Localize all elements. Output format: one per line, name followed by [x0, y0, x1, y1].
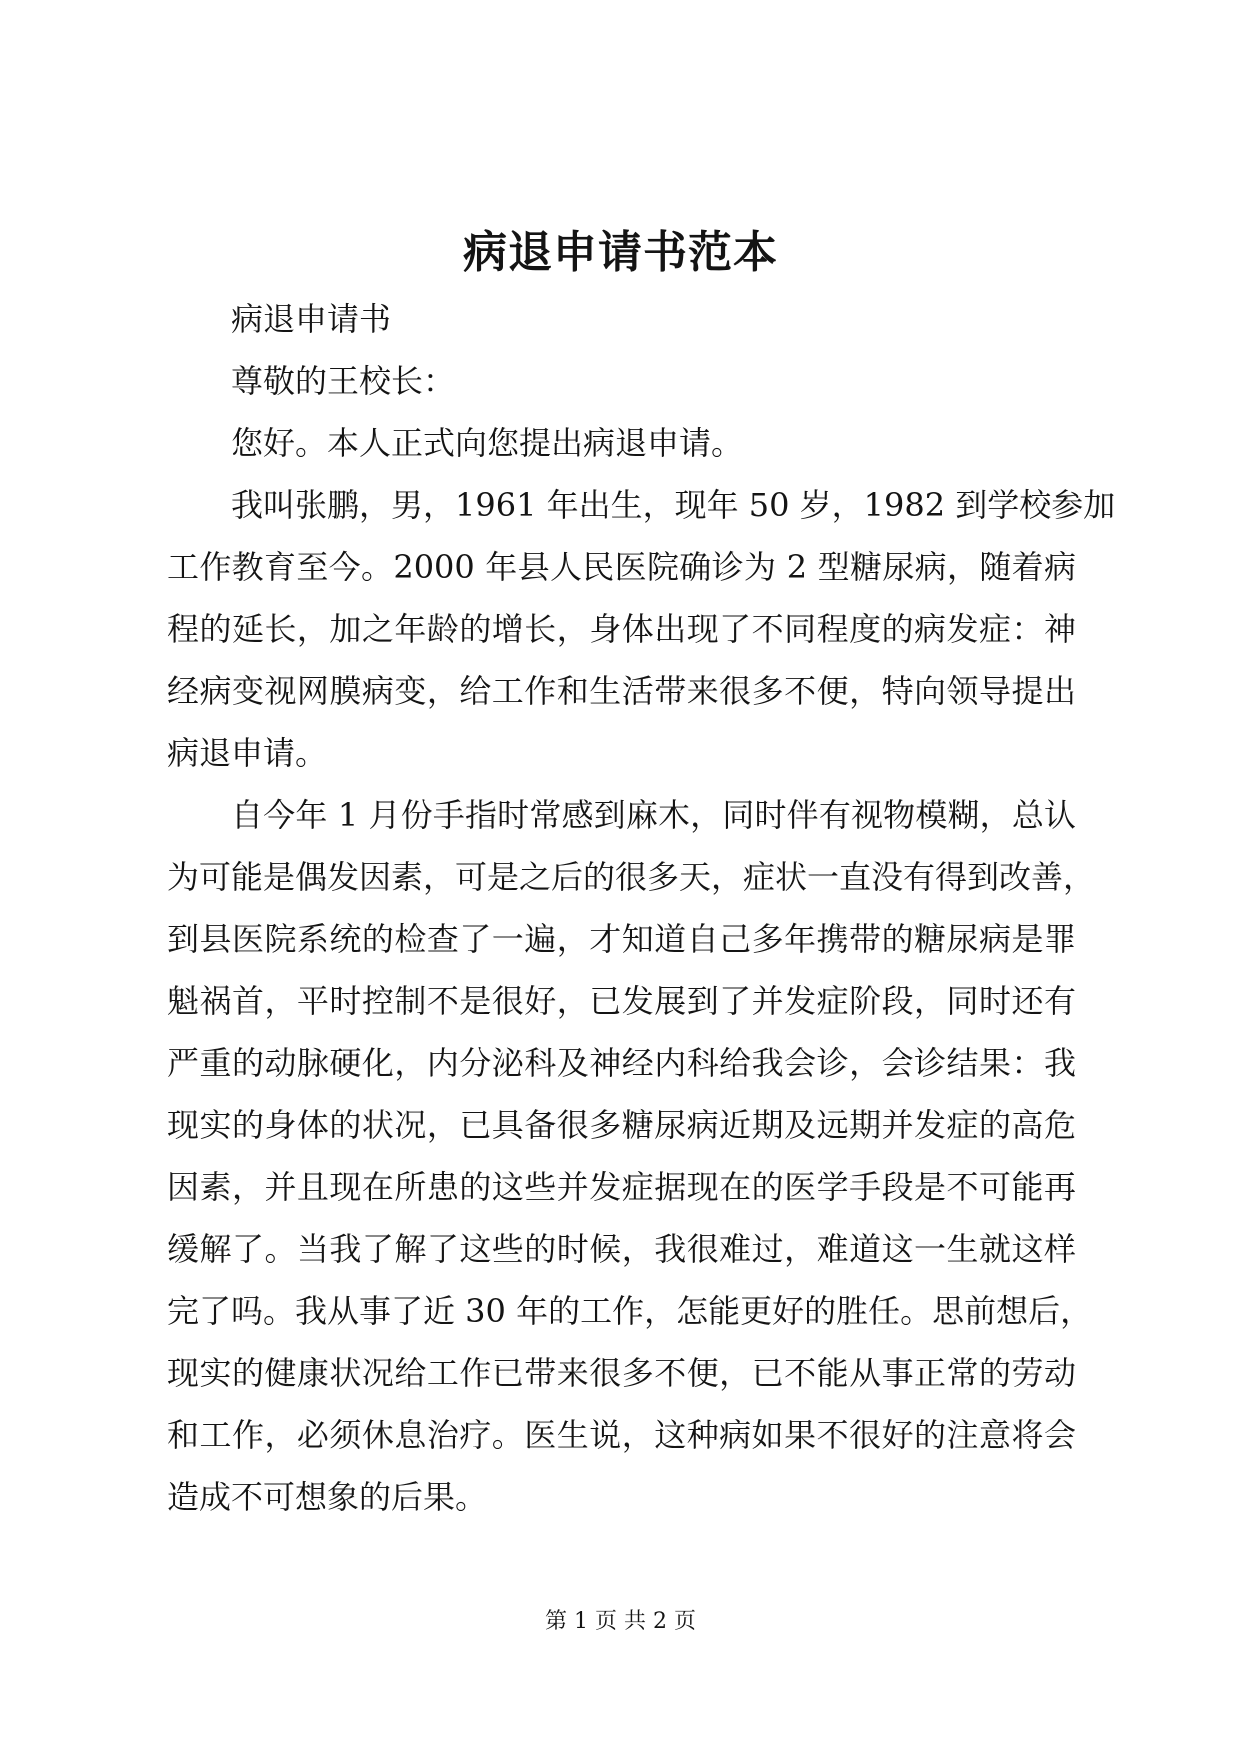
page-number-footer: 第 1 页 共 2 页 — [545, 1609, 696, 1634]
paragraph — [167, 474, 1116, 784]
paragraph-line: 完了吗。我从事了近 30 年的工作，怎能更好的胜任。思前想后， — [167, 1292, 1093, 1330]
paragraph-line: 到县医院系统的检查了一遍，才知道自己多年携带的糖尿病是罪 — [167, 920, 1076, 958]
paragraph-line: 病退申请。 — [167, 734, 328, 772]
document-title: 病退申请书范本 — [463, 227, 778, 278]
paragraph-line: 魁祸首，平时控制不是很好，已发展到了并发症阶段，同时还有 — [167, 982, 1076, 1020]
paragraph-line: 您好。本人正式向您提出病退申请。 — [231, 424, 744, 462]
paragraph — [167, 288, 1076, 350]
paragraph-line: 程的延长，加之年龄的增长，身体出现了不同程度的病发症：神 — [167, 610, 1076, 648]
paragraph-line: 现实的健康状况给工作已带来很多不便，已不能从事正常的劳动 — [167, 1354, 1076, 1392]
paragraph-line: 自今年 1 月份手指时常感到麻木，同时伴有视物模糊，总认 — [231, 796, 1076, 834]
paragraph-line: 尊敬的王校长： — [231, 362, 456, 400]
paragraph-line: 造成不可想象的后果。 — [167, 1478, 488, 1516]
paragraph-line: 和工作，必须休息治疗。医生说，这种病如果不很好的注意将会 — [167, 1416, 1076, 1454]
paragraph-line: 严重的动脉硬化，内分泌科及神经内科给我会诊，会诊结果：我 — [167, 1044, 1076, 1082]
paragraph-line: 为可能是偶发因素，可是之后的很多天，症状一直没有得到改善， — [167, 858, 1096, 896]
paragraph — [167, 350, 1076, 412]
paragraph — [167, 784, 1096, 1528]
document-body — [167, 288, 1116, 1528]
paragraph-line: 因素，并且现在所患的这些并发症据现在的医学手段是不可能再 — [167, 1168, 1076, 1206]
paragraph — [167, 412, 1076, 474]
paragraph-line: 我叫张鹏，男，1961 年出生，现年 50 岁，1982 到学校参加 — [231, 486, 1116, 524]
paragraph-line: 缓解了。当我了解了这些的时候，我很难过，难道这一生就这样 — [167, 1230, 1076, 1268]
paragraph-line: 经病变视网膜病变，给工作和生活带来很多不便，特向领导提出 — [167, 672, 1076, 710]
paragraph-line: 工作教育至今。2000 年县人民医院确诊为 2 型糖尿病，随着病 — [167, 548, 1076, 586]
paragraph-line: 病退申请书 — [231, 300, 392, 338]
paragraph-line: 现实的身体的状况，已具备很多糖尿病近期及远期并发症的高危 — [167, 1106, 1076, 1144]
